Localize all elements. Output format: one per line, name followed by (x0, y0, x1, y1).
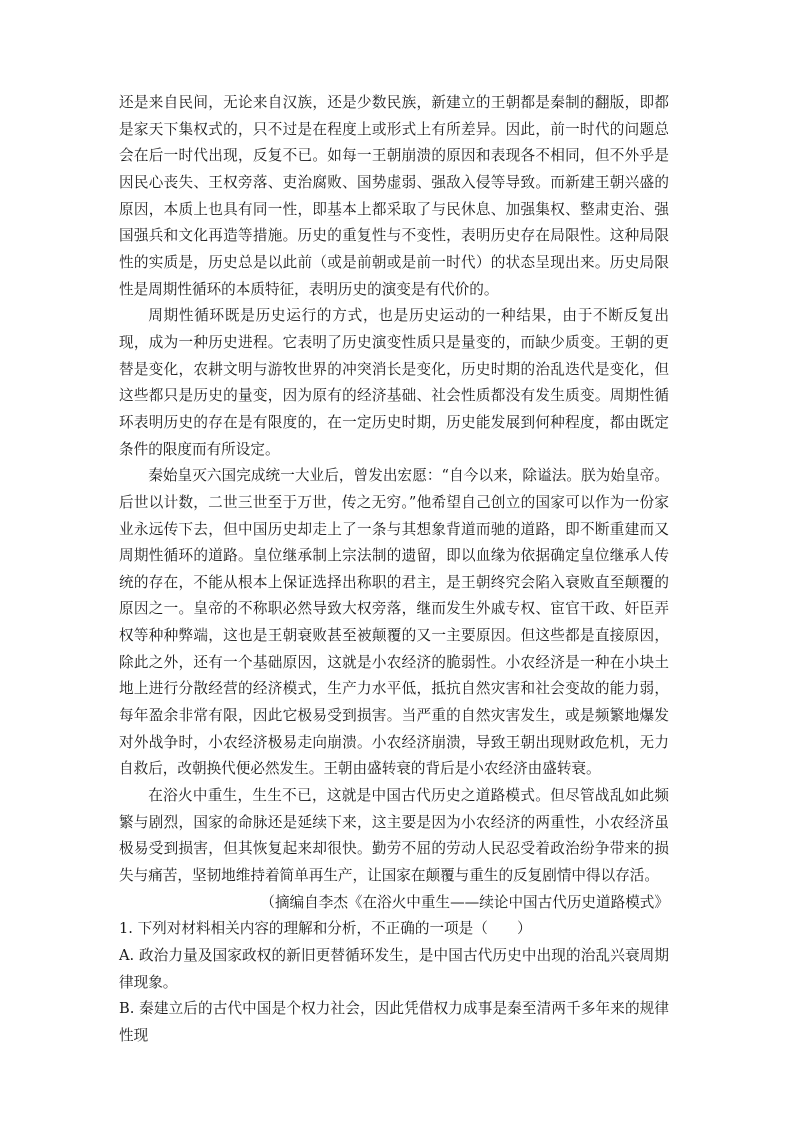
paragraph-1: 还是来自民间，无论来自汉族，还是少数民族，新建立的王朝都是秦制的翻版，即都是家天下集权式的，只不过是在程度上或形式上有所差异。因此，前一时代的问题总会在后一时代出现，反复不已。如每一王朝崩溃的原因和表现各不相同，但不外乎是因民心丧失、王权旁落、吏治腐败、国势虚弱、强敌入侵等导致。而新建王朝兴盛的原因，本质上也具有同一性，即基本上都采取了与民休息、加强集权、整肃吏治、强国强兵和文化再造等措施。历史的重复性与不变性，表明历史存在局限性。这种局限性的实质是，历史总是以此前（或是前朝或是前一时代）的状态呈现出来。历史局限性是周期性循环的本质特征，表明历史的演变是有代价的。 (119, 94, 669, 298)
paragraph-2: 周期性循环既是历史运行的方式，也是历史运动的一种结果，由于不断反复出现，成为一种历史进程。它表明了历史演变性质只是量变的，而缺少质变。王朝的更替是变化，农耕文明与游牧世界的冲突消长是变化，历史时期的治乱迭代是变化，但这些都只是历史的量变，因为原有的经济基础、社会性质都没有发生质变。周期性循环表明历史的存在是有限度的，在一定历史时期，历史能发展到何种程度，都由既定条件的限度而有所设定。 (119, 307, 669, 458)
option-a: A. 政治力量及国家政权的新旧更替循环发生，是中国古代历史中出现的治乱兴衰周期律现象。 (119, 947, 669, 991)
option-b: B. 秦建立后的古代中国是个权力社会，因此凭借权力成事是秦至清两千多年来的规律性现 (119, 1000, 669, 1044)
article-body (119, 90, 669, 1050)
article-source: （摘编自李杰《在浴火中重生——续论中国古代历史道路模式》 (260, 893, 669, 911)
paragraph-4: 在浴火中重生，生生不已，这就是中国古代历史之道路模式。但尽管战乱如此频繁与剧烈，国家的命脉还是延续下来，这主要是因为小农经济的两重性，小农经济虽极易受到损害，但其恢复起来却很快。勤劳不屈的劳动人民忍受着政治纷争带来的损失与痛苦，坚韧地维持着简单再生产，让国家在颠覆与重生的反复剧情中得以存活。 (119, 787, 669, 885)
question-stem: 1. 下列对材料相关内容的理解和分析，不正确的一项是（ ） (119, 920, 532, 938)
paragraph-3: 秦始皇灭六国完成统一大业后，曾发出宏愿：“自今以来，除谥法。朕为始皇帝。后世以计数，二世三世至于万世，传之无穷。”他希望自己创立的国家可以作为一份家业永远传下去，但中国历史却走上了一条与其想象背道而驰的道路，即不断重建而又周期性循环的道路。皇位继承制上宗法制的遗留，即以血缘为依据确定皇位继承人传统的存在，不能从根本上保证选择出称职的君主，是王朝终究会陷入衰败直至颠覆的原因之一。皇帝的不称职必然导致大权旁落，继而发生外戚专权、宦官干政、奸臣弄权等种种弊端，这也是王朝衰败甚至被颠覆的又一主要原因。但这些都是直接原因，除此之外，还有一个基础原因，这就是小农经济的脆弱性。小农经济是一种在小块土地上进行分散经营的经济模式，生产力水平低，抵抗自然灾害和社会变故的能力弱，每年盈余非常有限，因此它极易受到损害。当严重的自然灾害发生，或是频繁地爆发对外战争时，小农经济极易走向崩溃。小农经济崩溃，导致王朝出现财政危机，无力自救后，改朝换代便必然发生。王朝由盛转衰的背后是小农经济由盛转衰。 (119, 467, 669, 778)
